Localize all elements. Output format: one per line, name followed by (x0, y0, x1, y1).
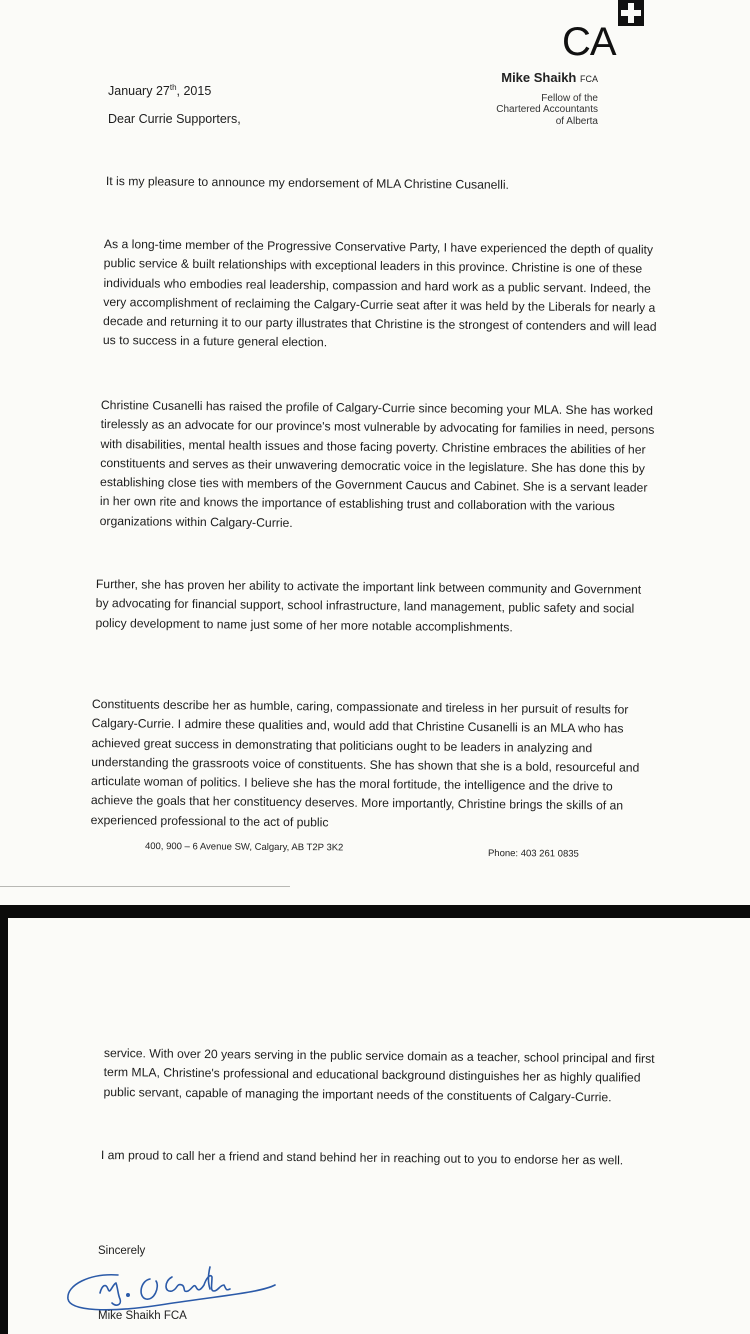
handwritten-signature (60, 1255, 290, 1315)
signature-name: Mike Shaikh FCA (98, 1310, 187, 1322)
date-year: , 2015 (176, 84, 212, 99)
body-paragraph-5 (103, 1044, 664, 1108)
footer-phone: Phone: 403 261 0835 (487, 848, 579, 860)
sender-name-text: Mike Shaikh (501, 70, 577, 85)
body-paragraph-3 (95, 575, 656, 639)
paragraph-3-text: Further, she has proven her ability to activate the important link between community and Government by advocating for financial support, school infrastructure, land management, public safety and social policy development to name just some of her more notable accomplishments. (95, 576, 642, 634)
body-paragraph-4 (91, 695, 652, 836)
plus-icon (618, 0, 644, 26)
ca-logo (562, 18, 652, 64)
intro-paragraph (106, 172, 716, 197)
footer-address: 400, 900 – 6 Avenue SW, Calgary, AB T2P 3K2 (144, 841, 344, 854)
body-paragraph-2 (100, 396, 661, 537)
salutation: Dear Currie Supporters, (108, 112, 241, 126)
body-paragraph-6 (101, 1146, 661, 1171)
letter-date (108, 78, 211, 101)
paragraph-5-text: service. With over 20 years serving in the public service domain as a teacher, school principal and first term MLA, Christine's professional and educational background distinguishes her as highly qualified public servant, capable of managing the important needs of the constituents of Calgary-Currie. (103, 1045, 655, 1104)
sender-credential-line-1: Fellow of the (541, 93, 598, 104)
paragraph-4-text: Constituents describe her as humble, caring, compassionate and tireless in her pursuit of results for Calgary-Currie. I admire these qualities and, would add that Christine Cusanelli is an MLA who has achieved great success in demonstrating that politicians ought to be leaders in analyzing and understanding the grassroots voice of constituents. She has shown that she is a bold, resourceful and articulate woman of politics. I believe she has the moral fortitude, the intelligence and the drive to achieve the goals that her constituency deserves. More importantly, Christine brings the skills of an experienced professional to the act of public (90, 696, 640, 830)
intro-text: It is my pleasure to announce my endorsement of MLA Christine Cusanelli. (105, 173, 510, 192)
sender-name (501, 70, 598, 85)
letter-page-2 (8, 918, 750, 1334)
ca-logo-text: CA (562, 20, 616, 64)
body-paragraph-1 (103, 235, 664, 357)
closing: Sincerely (98, 1245, 146, 1257)
page-divider (0, 886, 290, 887)
date-day: January 27 (108, 84, 170, 99)
date-suffix: th (169, 83, 177, 92)
sender-suffix: FCA (580, 74, 598, 84)
paragraph-1-text: As a long-time member of the Progressive Conservative Party, I have experienced the depth of quality public service & built relationships with exceptional leaders in this province. Christine is one of these individuals who embodies real leadership, compassion and hard work as a public servant. Indeed, the very accomplishment of reclaiming the Calgary-Currie seat after it was held by the Liberals for nearly a decade and returning it to our party illustrates that Christine is the strongest of contenders and will lead us to success in a future general election. (102, 236, 657, 350)
paragraph-6-text: I am proud to call her a friend and stand behind her in reaching out to you to endorse her as well. (100, 1147, 624, 1168)
sender-credential-line-3: of Alberta (555, 116, 598, 127)
paragraph-2-text: Christine Cusanelli has raised the profile of Calgary-Currie since becoming your MLA. She has worked tirelessly as an advocate for our province's most vulnerable by advocating for families in need, persons with disabilities, mental health issues and those facing poverty. Christine embraces the abilities of her constituents and serves as their unwavering democratic voice in the legislature. She has done this by establishing close ties with members of the Government Caucus and Cabinet. She is a servant leader in her own rite and knows the importance of establishing trust and collaboration with the various organizations within Calgary-Currie. (99, 397, 655, 530)
sender-credential-line-2: Chartered Accountants (496, 104, 598, 115)
